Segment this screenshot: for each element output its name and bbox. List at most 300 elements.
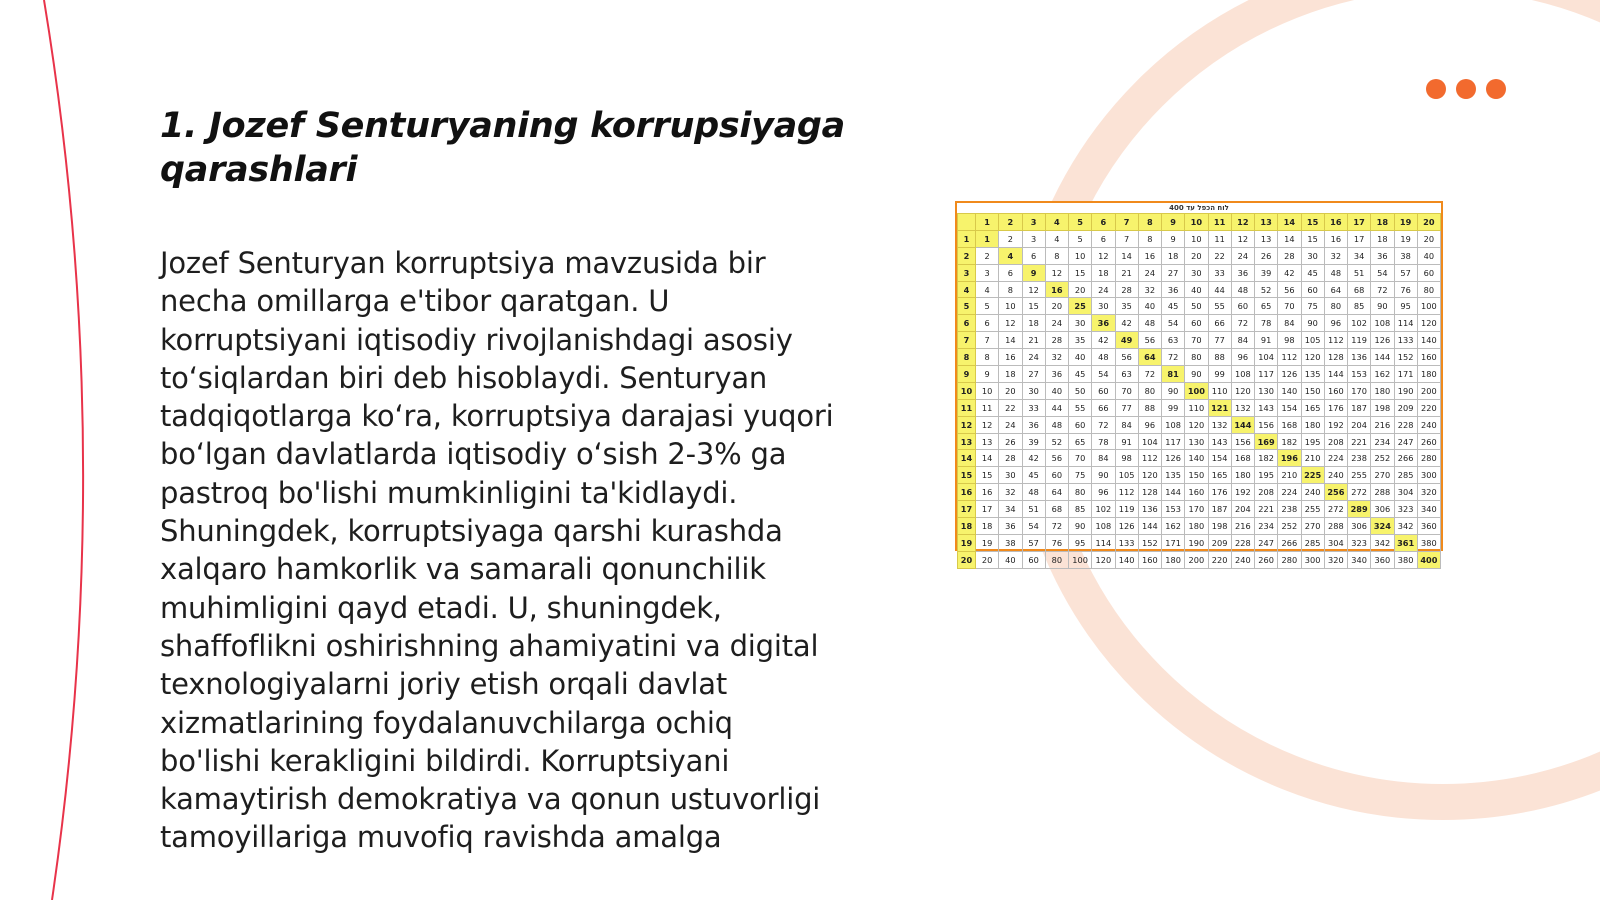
table-row-header: 7 [958, 332, 976, 349]
table-cell: 16 [1324, 230, 1347, 247]
table-cell: 136 [1138, 501, 1161, 518]
table-row [958, 484, 1441, 501]
table-cell: 68 [1348, 281, 1371, 298]
table-cell: 60 [1185, 315, 1208, 332]
table-row [958, 534, 1441, 551]
table-cell: 190 [1394, 382, 1417, 399]
table-cell: 169 [1255, 433, 1278, 450]
table-cell: 12 [1231, 230, 1254, 247]
table-cell: 30 [1185, 264, 1208, 281]
slide-title: 1. Jozef Senturyaning korrupsiyaga qarashlari [160, 106, 845, 190]
table-cell: 20 [976, 551, 999, 568]
table-cell: 50 [1185, 298, 1208, 315]
table-cell: 40 [999, 551, 1022, 568]
table-cell: 84 [1278, 315, 1301, 332]
table-cell: 300 [1301, 551, 1324, 568]
table-cell: 132 [1231, 399, 1254, 416]
table-cell: 120 [1138, 467, 1161, 484]
table-cell: 320 [1417, 484, 1440, 501]
table-cell: 48 [1324, 264, 1347, 281]
table-cell: 57 [1022, 534, 1045, 551]
table-row [958, 230, 1441, 247]
table-cell: 15 [1022, 298, 1045, 315]
table-cell: 19 [1394, 230, 1417, 247]
table-row-header: 18 [958, 518, 976, 535]
table-cell: 55 [1069, 399, 1092, 416]
table-cell: 156 [1255, 416, 1278, 433]
table-cell: 65 [1255, 298, 1278, 315]
table-cell: 20 [1417, 230, 1440, 247]
table-col-header: 13 [1255, 214, 1278, 231]
table-row-header: 5 [958, 298, 976, 315]
table-cell: 88 [1208, 349, 1231, 366]
table-cell: 150 [1185, 467, 1208, 484]
table-cell: 52 [1045, 433, 1068, 450]
table-cell: 20 [1185, 247, 1208, 264]
table-cell: 150 [1301, 382, 1324, 399]
table-caption: לוח הכפל עד 400 [1169, 204, 1229, 212]
table-row-header: 16 [958, 484, 976, 501]
table-cell: 45 [1301, 264, 1324, 281]
table-row [958, 264, 1441, 281]
table-cell: 30 [1069, 315, 1092, 332]
table-row-header: 3 [958, 264, 976, 281]
table-cell: 208 [1255, 484, 1278, 501]
table-cell: 168 [1231, 450, 1254, 467]
table-cell: 270 [1371, 467, 1394, 484]
table-cell: 24 [999, 416, 1022, 433]
table-cell: 120 [1185, 416, 1208, 433]
table-cell: 35 [1115, 298, 1138, 315]
table-row-header: 19 [958, 534, 976, 551]
table-cell: 289 [1348, 501, 1371, 518]
table-cell: 90 [1301, 315, 1324, 332]
table-cell: 165 [1208, 467, 1231, 484]
table-cell: 288 [1371, 484, 1394, 501]
table-cell: 228 [1394, 416, 1417, 433]
table-cell: 252 [1371, 450, 1394, 467]
table-col-header: 6 [1092, 214, 1115, 231]
table-row-header: 17 [958, 501, 976, 518]
table-cell: 85 [1069, 501, 1092, 518]
table-cell: 56 [1045, 450, 1068, 467]
table-cell: 18 [1371, 230, 1394, 247]
table-cell: 108 [1231, 366, 1254, 383]
table-cell: 70 [1185, 332, 1208, 349]
table-cell: 90 [1092, 467, 1115, 484]
table-row-header: 12 [958, 416, 976, 433]
table-cell: 306 [1348, 518, 1371, 535]
table-cell: 17 [976, 501, 999, 518]
table-cell: 18 [976, 518, 999, 535]
table-cell: 12 [1045, 264, 1068, 281]
table-cell: 36 [999, 518, 1022, 535]
table-cell: 98 [1278, 332, 1301, 349]
table-cell: 36 [1092, 315, 1115, 332]
table-cell: 16 [999, 349, 1022, 366]
table-cell: 77 [1115, 399, 1138, 416]
table-cell: 56 [1138, 332, 1161, 349]
table-cell: 70 [1069, 450, 1092, 467]
multiplication-table [957, 213, 1441, 569]
table-cell: 128 [1324, 349, 1347, 366]
table-row [958, 399, 1441, 416]
table-cell: 135 [1162, 467, 1185, 484]
table-cell: 5 [976, 298, 999, 315]
table-cell: 266 [1278, 534, 1301, 551]
table-cell: 16 [1045, 281, 1068, 298]
table-cell: 117 [1255, 366, 1278, 383]
table-cell: 8 [999, 281, 1022, 298]
table-cell: 221 [1255, 501, 1278, 518]
table-cell: 171 [1394, 366, 1417, 383]
table-cell: 192 [1324, 416, 1347, 433]
table-cell: 120 [1231, 382, 1254, 399]
table-cell: 170 [1185, 501, 1208, 518]
table-cell: 260 [1417, 433, 1440, 450]
table-cell: 144 [1231, 416, 1254, 433]
table-cell: 300 [1417, 467, 1440, 484]
table-cell: 40 [1185, 281, 1208, 298]
table-cell: 4 [999, 247, 1022, 264]
table-cell: 270 [1301, 518, 1324, 535]
table-cell: 80 [1417, 281, 1440, 298]
table-cell: 220 [1417, 399, 1440, 416]
three-dots-icon [1426, 79, 1506, 99]
table-cell: 272 [1324, 501, 1347, 518]
table-cell: 12 [1022, 281, 1045, 298]
table-cell: 135 [1301, 366, 1324, 383]
table-cell: 39 [1255, 264, 1278, 281]
table-cell: 255 [1348, 467, 1371, 484]
table-row [958, 281, 1441, 298]
table-cell: 168 [1278, 416, 1301, 433]
table-cell: 48 [1022, 484, 1045, 501]
table-cell: 182 [1255, 450, 1278, 467]
table-cell: 75 [1301, 298, 1324, 315]
table-cell: 10 [976, 382, 999, 399]
table-col-header: 5 [1069, 214, 1092, 231]
table-cell: 24 [1022, 349, 1045, 366]
table-cell: 77 [1208, 332, 1231, 349]
table-cell: 7 [976, 332, 999, 349]
table-cell: 187 [1348, 399, 1371, 416]
table-cell: 28 [1278, 247, 1301, 264]
table-cell: 8 [976, 349, 999, 366]
table-cell: 216 [1371, 416, 1394, 433]
table-cell: 34 [999, 501, 1022, 518]
table-cell: 180 [1231, 467, 1254, 484]
table-cell: 102 [1348, 315, 1371, 332]
table-cell: 133 [1394, 332, 1417, 349]
table-col-header: 20 [1417, 214, 1440, 231]
table-cell: 136 [1348, 349, 1371, 366]
table-cell: 240 [1301, 484, 1324, 501]
table-cell: 99 [1162, 399, 1185, 416]
table-cell: 380 [1417, 534, 1440, 551]
table-cell: 3 [1022, 230, 1045, 247]
table-cell: 140 [1115, 551, 1138, 568]
table-cell: 32 [999, 484, 1022, 501]
table-row [958, 247, 1441, 264]
table-cell: 44 [1045, 399, 1068, 416]
table-cell: 216 [1231, 518, 1254, 535]
table-cell: 36 [1022, 416, 1045, 433]
table-cell: 247 [1255, 534, 1278, 551]
table-cell: 240 [1231, 551, 1254, 568]
table-cell: 320 [1324, 551, 1347, 568]
table-cell: 28 [1045, 332, 1068, 349]
table-cell: 18 [999, 366, 1022, 383]
table-cell: 160 [1138, 551, 1161, 568]
table-row-header: 2 [958, 247, 976, 264]
table-cell: 342 [1394, 518, 1417, 535]
table-cell: 221 [1348, 433, 1371, 450]
table-cell: 6 [1092, 230, 1115, 247]
table-cell: 80 [1185, 349, 1208, 366]
table-cell: 12 [976, 416, 999, 433]
table-cell: 95 [1069, 534, 1092, 551]
table-row [958, 467, 1441, 484]
table-cell: 27 [1022, 366, 1045, 383]
table-cell: 304 [1324, 534, 1347, 551]
table-cell: 304 [1394, 484, 1417, 501]
table-cell: 128 [1138, 484, 1161, 501]
table-cell: 162 [1371, 366, 1394, 383]
table-cell: 7 [1115, 230, 1138, 247]
table-cell: 10 [1185, 230, 1208, 247]
table-cell: 104 [1255, 349, 1278, 366]
table-row [958, 382, 1441, 399]
table-cell: 176 [1324, 399, 1347, 416]
table-col-header: 11 [1208, 214, 1231, 231]
table-cell: 108 [1371, 315, 1394, 332]
table-cell: 42 [1092, 332, 1115, 349]
table-cell: 80 [1138, 382, 1161, 399]
slide-body-text: Jozef Senturyan korruptsiya mavzusida bir necha omillarga e'tibor qaratgan. U korruptsiyani iqtisodiy rivojlanishdagi asosiy to‘siqlardan biri deb hisoblaydi. Senturyan tadqiqotlarga ko‘ra, korruptsiya darajasi yuqori bo‘lgan davlatlarda iqtisodiy o‘sish 2-3% ga pastroq bo'lishi mumkinligini ta'kidlaydi. Shuningdek, korruptsiyaga qarshi kurashda xalqaro hamkorlik va samarali qonunchilik muhimligini qayd etadi. U, shuningdek, shaffoflikni oshirishning ahamiyatini va digital texnologiyalarni joriy etish orqali davlat xizmatlarining foydalanuvchilarga ochiq bo'lishi kerakligini bildirdi. Korruptsiyani kamaytirish demokratiya va qonun ustuvorligi tamoyillariga muvofiq ravishda amalga [160, 246, 834, 855]
table-cell: 340 [1348, 551, 1371, 568]
table-row [958, 298, 1441, 315]
table-cell: 198 [1208, 518, 1231, 535]
table-cell: 27 [1162, 264, 1185, 281]
table-cell: 96 [1092, 484, 1115, 501]
table-cell: 51 [1348, 264, 1371, 281]
table-cell: 165 [1301, 399, 1324, 416]
dot [1426, 79, 1446, 99]
table-col-header: 17 [1348, 214, 1371, 231]
table-col-header: 8 [1138, 214, 1161, 231]
table-cell: 10 [1069, 247, 1092, 264]
dot [1486, 79, 1506, 99]
table-cell: 117 [1162, 433, 1185, 450]
table-cell: 78 [1255, 315, 1278, 332]
table-cell: 48 [1231, 281, 1254, 298]
table-row-header: 9 [958, 366, 976, 383]
table-cell: 180 [1301, 416, 1324, 433]
table-cell: 10 [999, 298, 1022, 315]
table-cell: 26 [999, 433, 1022, 450]
table-col-header: 9 [1162, 214, 1185, 231]
table-cell: 48 [1045, 416, 1068, 433]
table-cell: 180 [1417, 366, 1440, 383]
table-cell: 144 [1138, 518, 1161, 535]
table-cell: 32 [1138, 281, 1161, 298]
table-cell: 162 [1162, 518, 1185, 535]
table-cell: 64 [1324, 281, 1347, 298]
table-cell: 14 [1278, 230, 1301, 247]
table-cell: 15 [1069, 264, 1092, 281]
table-cell: 126 [1371, 332, 1394, 349]
table-cell: 143 [1255, 399, 1278, 416]
table-cell: 8 [1138, 230, 1161, 247]
table-cell: 220 [1208, 551, 1231, 568]
table-cell: 24 [1045, 315, 1068, 332]
table-cell: 81 [1162, 366, 1185, 383]
table-cell: 247 [1394, 433, 1417, 450]
table-cell: 40 [1138, 298, 1161, 315]
table-cell: 102 [1092, 501, 1115, 518]
table-cell: 210 [1301, 450, 1324, 467]
table-cell: 120 [1092, 551, 1115, 568]
table-cell: 16 [1138, 247, 1161, 264]
table-col-header: 4 [1045, 214, 1068, 231]
table-cell: 154 [1278, 399, 1301, 416]
table-cell: 95 [1394, 298, 1417, 315]
table-cell: 130 [1255, 382, 1278, 399]
table-cell: 32 [1045, 349, 1068, 366]
table-cell: 54 [1022, 518, 1045, 535]
table-cell: 24 [1138, 264, 1161, 281]
table-cell: 144 [1162, 484, 1185, 501]
table-cell: 80 [1324, 298, 1347, 315]
table-col-header: 3 [1022, 214, 1045, 231]
table-cell: 70 [1115, 382, 1138, 399]
table-cell: 156 [1231, 433, 1254, 450]
table-cell: 18 [1162, 247, 1185, 264]
table-cell: 238 [1348, 450, 1371, 467]
table-cell: 45 [1162, 298, 1185, 315]
table-cell: 105 [1115, 467, 1138, 484]
table-cell: 40 [1417, 247, 1440, 264]
table-cell: 200 [1417, 382, 1440, 399]
table-row [958, 551, 1441, 568]
table-cell: 100 [1185, 382, 1208, 399]
table-cell: 39 [1022, 433, 1045, 450]
table-cell: 180 [1162, 551, 1185, 568]
table-cell: 4 [976, 281, 999, 298]
table-cell: 84 [1115, 416, 1138, 433]
table-cell: 112 [1278, 349, 1301, 366]
table-cell: 34 [1348, 247, 1371, 264]
table-cell: 96 [1231, 349, 1254, 366]
table-cell: 17 [1348, 230, 1371, 247]
table-cell: 224 [1324, 450, 1347, 467]
table-cell: 100 [1069, 551, 1092, 568]
table-cell: 176 [1208, 484, 1231, 501]
table-cell: 126 [1162, 450, 1185, 467]
table-cell: 64 [1045, 484, 1068, 501]
table-cell: 18 [1092, 264, 1115, 281]
table-cell: 90 [1069, 518, 1092, 535]
table-cell: 204 [1231, 501, 1254, 518]
table-cell: 76 [1045, 534, 1068, 551]
table-cell: 380 [1394, 551, 1417, 568]
table-cell: 200 [1185, 551, 1208, 568]
table-cell: 285 [1301, 534, 1324, 551]
table-cell: 60 [1092, 382, 1115, 399]
table-cell: 36 [1045, 366, 1068, 383]
table-cell: 72 [1231, 315, 1254, 332]
table-cell: 140 [1278, 382, 1301, 399]
table-cell: 225 [1301, 467, 1324, 484]
table-cell: 14 [999, 332, 1022, 349]
table-cell: 340 [1417, 501, 1440, 518]
table-cell: 84 [1092, 450, 1115, 467]
table-cell: 78 [1092, 433, 1115, 450]
table-row-header: 6 [958, 315, 976, 332]
table-cell: 96 [1324, 315, 1347, 332]
table-cell: 52 [1255, 281, 1278, 298]
table-cell: 55 [1208, 298, 1231, 315]
table-cell: 56 [1115, 349, 1138, 366]
table-cell: 114 [1394, 315, 1417, 332]
table-cell: 54 [1092, 366, 1115, 383]
table-cell: 180 [1185, 518, 1208, 535]
table-cell: 85 [1348, 298, 1371, 315]
table-cell: 2 [976, 247, 999, 264]
table-cell: 13 [1255, 230, 1278, 247]
table-cell: 133 [1115, 534, 1138, 551]
table-cell: 36 [1162, 281, 1185, 298]
table-cell: 20 [1069, 281, 1092, 298]
table-cell: 18 [1022, 315, 1045, 332]
table-cell: 99 [1208, 366, 1231, 383]
multiplication-table-image [955, 201, 1443, 565]
table-cell: 108 [1162, 416, 1185, 433]
table-cell: 76 [1394, 281, 1417, 298]
table-cell: 120 [1301, 349, 1324, 366]
table-cell: 21 [1115, 264, 1138, 281]
table-cell: 30 [999, 467, 1022, 484]
table-cell: 50 [1069, 382, 1092, 399]
table-col-header: 19 [1394, 214, 1417, 231]
table-cell: 36 [1371, 247, 1394, 264]
table-cell: 143 [1208, 433, 1231, 450]
table-cell: 38 [1394, 247, 1417, 264]
table-cell: 14 [1115, 247, 1138, 264]
table-row-header: 20 [958, 551, 976, 568]
table-cell: 22 [1208, 247, 1231, 264]
table-cell: 9 [976, 366, 999, 383]
table-col-header: 1 [976, 214, 999, 231]
table-cell: 361 [1394, 534, 1417, 551]
table-cell: 234 [1371, 433, 1394, 450]
table-cell: 20 [1045, 298, 1068, 315]
table-row-header: 13 [958, 433, 976, 450]
table-row-header: 11 [958, 399, 976, 416]
table-col-header: 18 [1371, 214, 1394, 231]
table-cell: 16 [976, 484, 999, 501]
table-cell: 6 [976, 315, 999, 332]
table-cell: 152 [1394, 349, 1417, 366]
table-cell: 228 [1231, 534, 1254, 551]
table-cell: 60 [1231, 298, 1254, 315]
table-cell: 15 [976, 467, 999, 484]
table-cell: 28 [1115, 281, 1138, 298]
table-cell: 33 [1022, 399, 1045, 416]
table-cell: 24 [1231, 247, 1254, 264]
table-col-header: 10 [1185, 214, 1208, 231]
